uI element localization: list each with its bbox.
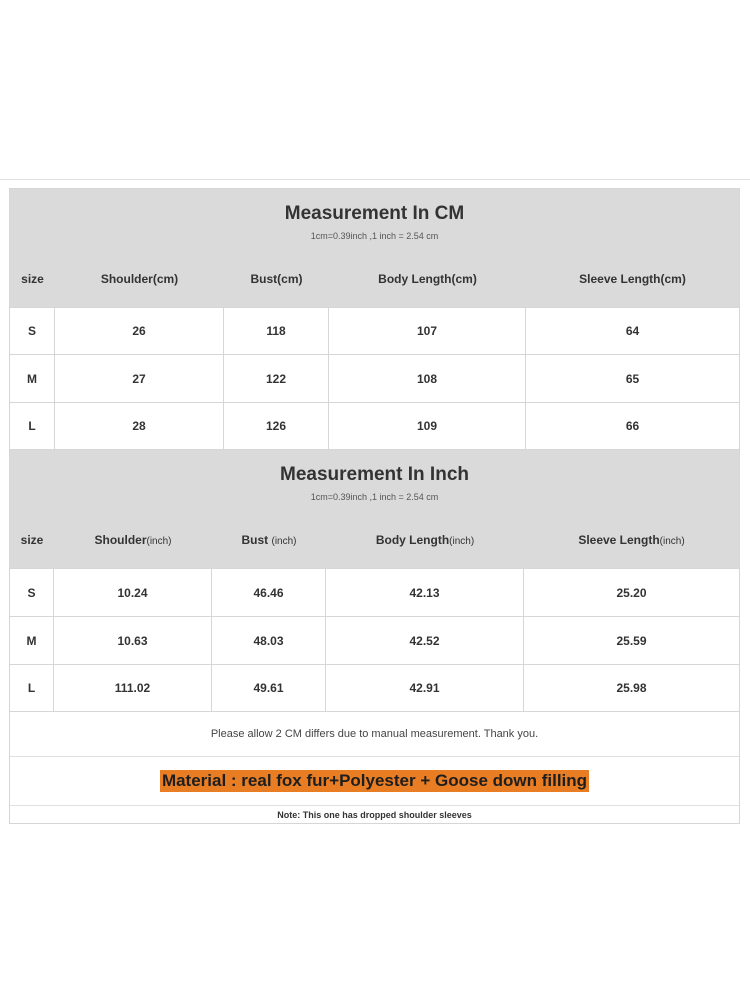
bust-cell: 122: [224, 355, 329, 402]
shoulder-cell: 28: [55, 403, 224, 449]
inch-table-title: Measurement In Inch: [280, 464, 469, 485]
cm-header-sleeve-length: Sleeve Length(cm): [579, 272, 686, 286]
cm-header-bust: Bust(cm): [250, 272, 303, 286]
bust-cell: 118: [224, 308, 329, 354]
shoulder-cell: 26: [55, 308, 224, 354]
size-cell: M: [10, 355, 55, 402]
bust-cell: 126: [224, 403, 329, 449]
table-row: [10, 307, 739, 354]
sleeve-length-cell: 25.20: [616, 585, 647, 600]
sleeve-length-cell: 25.59: [616, 633, 647, 648]
table-row: [10, 402, 739, 449]
material-highlight: Material : real fox fur+Polyester + Goose down filling: [161, 771, 588, 790]
top-divider: [0, 179, 750, 180]
cm-header-body-length: Body Length(cm): [378, 272, 477, 286]
shoulder-cell: 10.63: [54, 617, 212, 664]
shoulder-cell: 10.24: [54, 569, 212, 616]
sleeve-length-cell: 64: [625, 324, 640, 338]
shoulder-cell: 27: [55, 355, 224, 402]
table-row: [10, 568, 739, 616]
inch-column-headers: [10, 512, 739, 568]
bust-cell: 46.46: [212, 569, 326, 616]
inch-header-sleeve-length: Sleeve Length(inch): [578, 533, 685, 547]
table-row: [10, 616, 739, 664]
body-length-cell: 42.13: [326, 569, 524, 616]
body-length-cell: 109: [329, 403, 526, 449]
inch-header-bust: Bust (inch): [241, 533, 297, 547]
body-length-cell: 107: [329, 308, 526, 354]
cm-table-title: Measurement In CM: [284, 203, 465, 224]
size-cell: L: [10, 403, 55, 449]
body-length-cell: 108: [329, 355, 526, 402]
cm-header-size: size: [21, 272, 44, 286]
inch-header-block: [10, 449, 739, 568]
size-cell: S: [10, 569, 54, 616]
cm-conversion-note: 1cm=0.39inch ,1 inch = 2.54 cm: [310, 231, 439, 241]
inch-header-shoulder: Shoulder(inch): [94, 533, 172, 547]
size-cell: L: [10, 665, 54, 711]
shoulder-cell: 111.02: [54, 665, 212, 711]
size-cell: S: [10, 308, 55, 354]
bust-cell: 49.61: [212, 665, 326, 711]
size-cell: M: [10, 617, 54, 664]
table-row: [10, 354, 739, 402]
sleeve-length-cell: 25.98: [616, 681, 647, 695]
measurement-allowance-note: Please allow 2 CM differs due to manual measurement. Thank you.: [10, 711, 739, 756]
sleeve-length-cell: 66: [625, 419, 640, 433]
sleeve-length-cell: 65: [625, 371, 640, 386]
inch-header-body-length: Body Length(inch): [375, 533, 475, 547]
table-row: [10, 664, 739, 711]
sleeve-note: Note: This one has dropped shoulder sleeves: [10, 805, 739, 824]
bust-cell: 48.03: [212, 617, 326, 664]
cm-header-block: [10, 189, 739, 307]
body-length-cell: 42.52: [326, 617, 524, 664]
inch-header-size: size: [20, 533, 44, 547]
material-row: [10, 756, 739, 805]
cm-column-headers: [10, 251, 739, 307]
cm-header-shoulder: Shoulder(cm): [100, 272, 179, 286]
body-length-cell: 42.91: [326, 665, 524, 711]
size-chart: [9, 188, 740, 824]
inch-conversion-note: 1cm=0.39inch ,1 inch = 2.54 cm: [310, 492, 439, 502]
